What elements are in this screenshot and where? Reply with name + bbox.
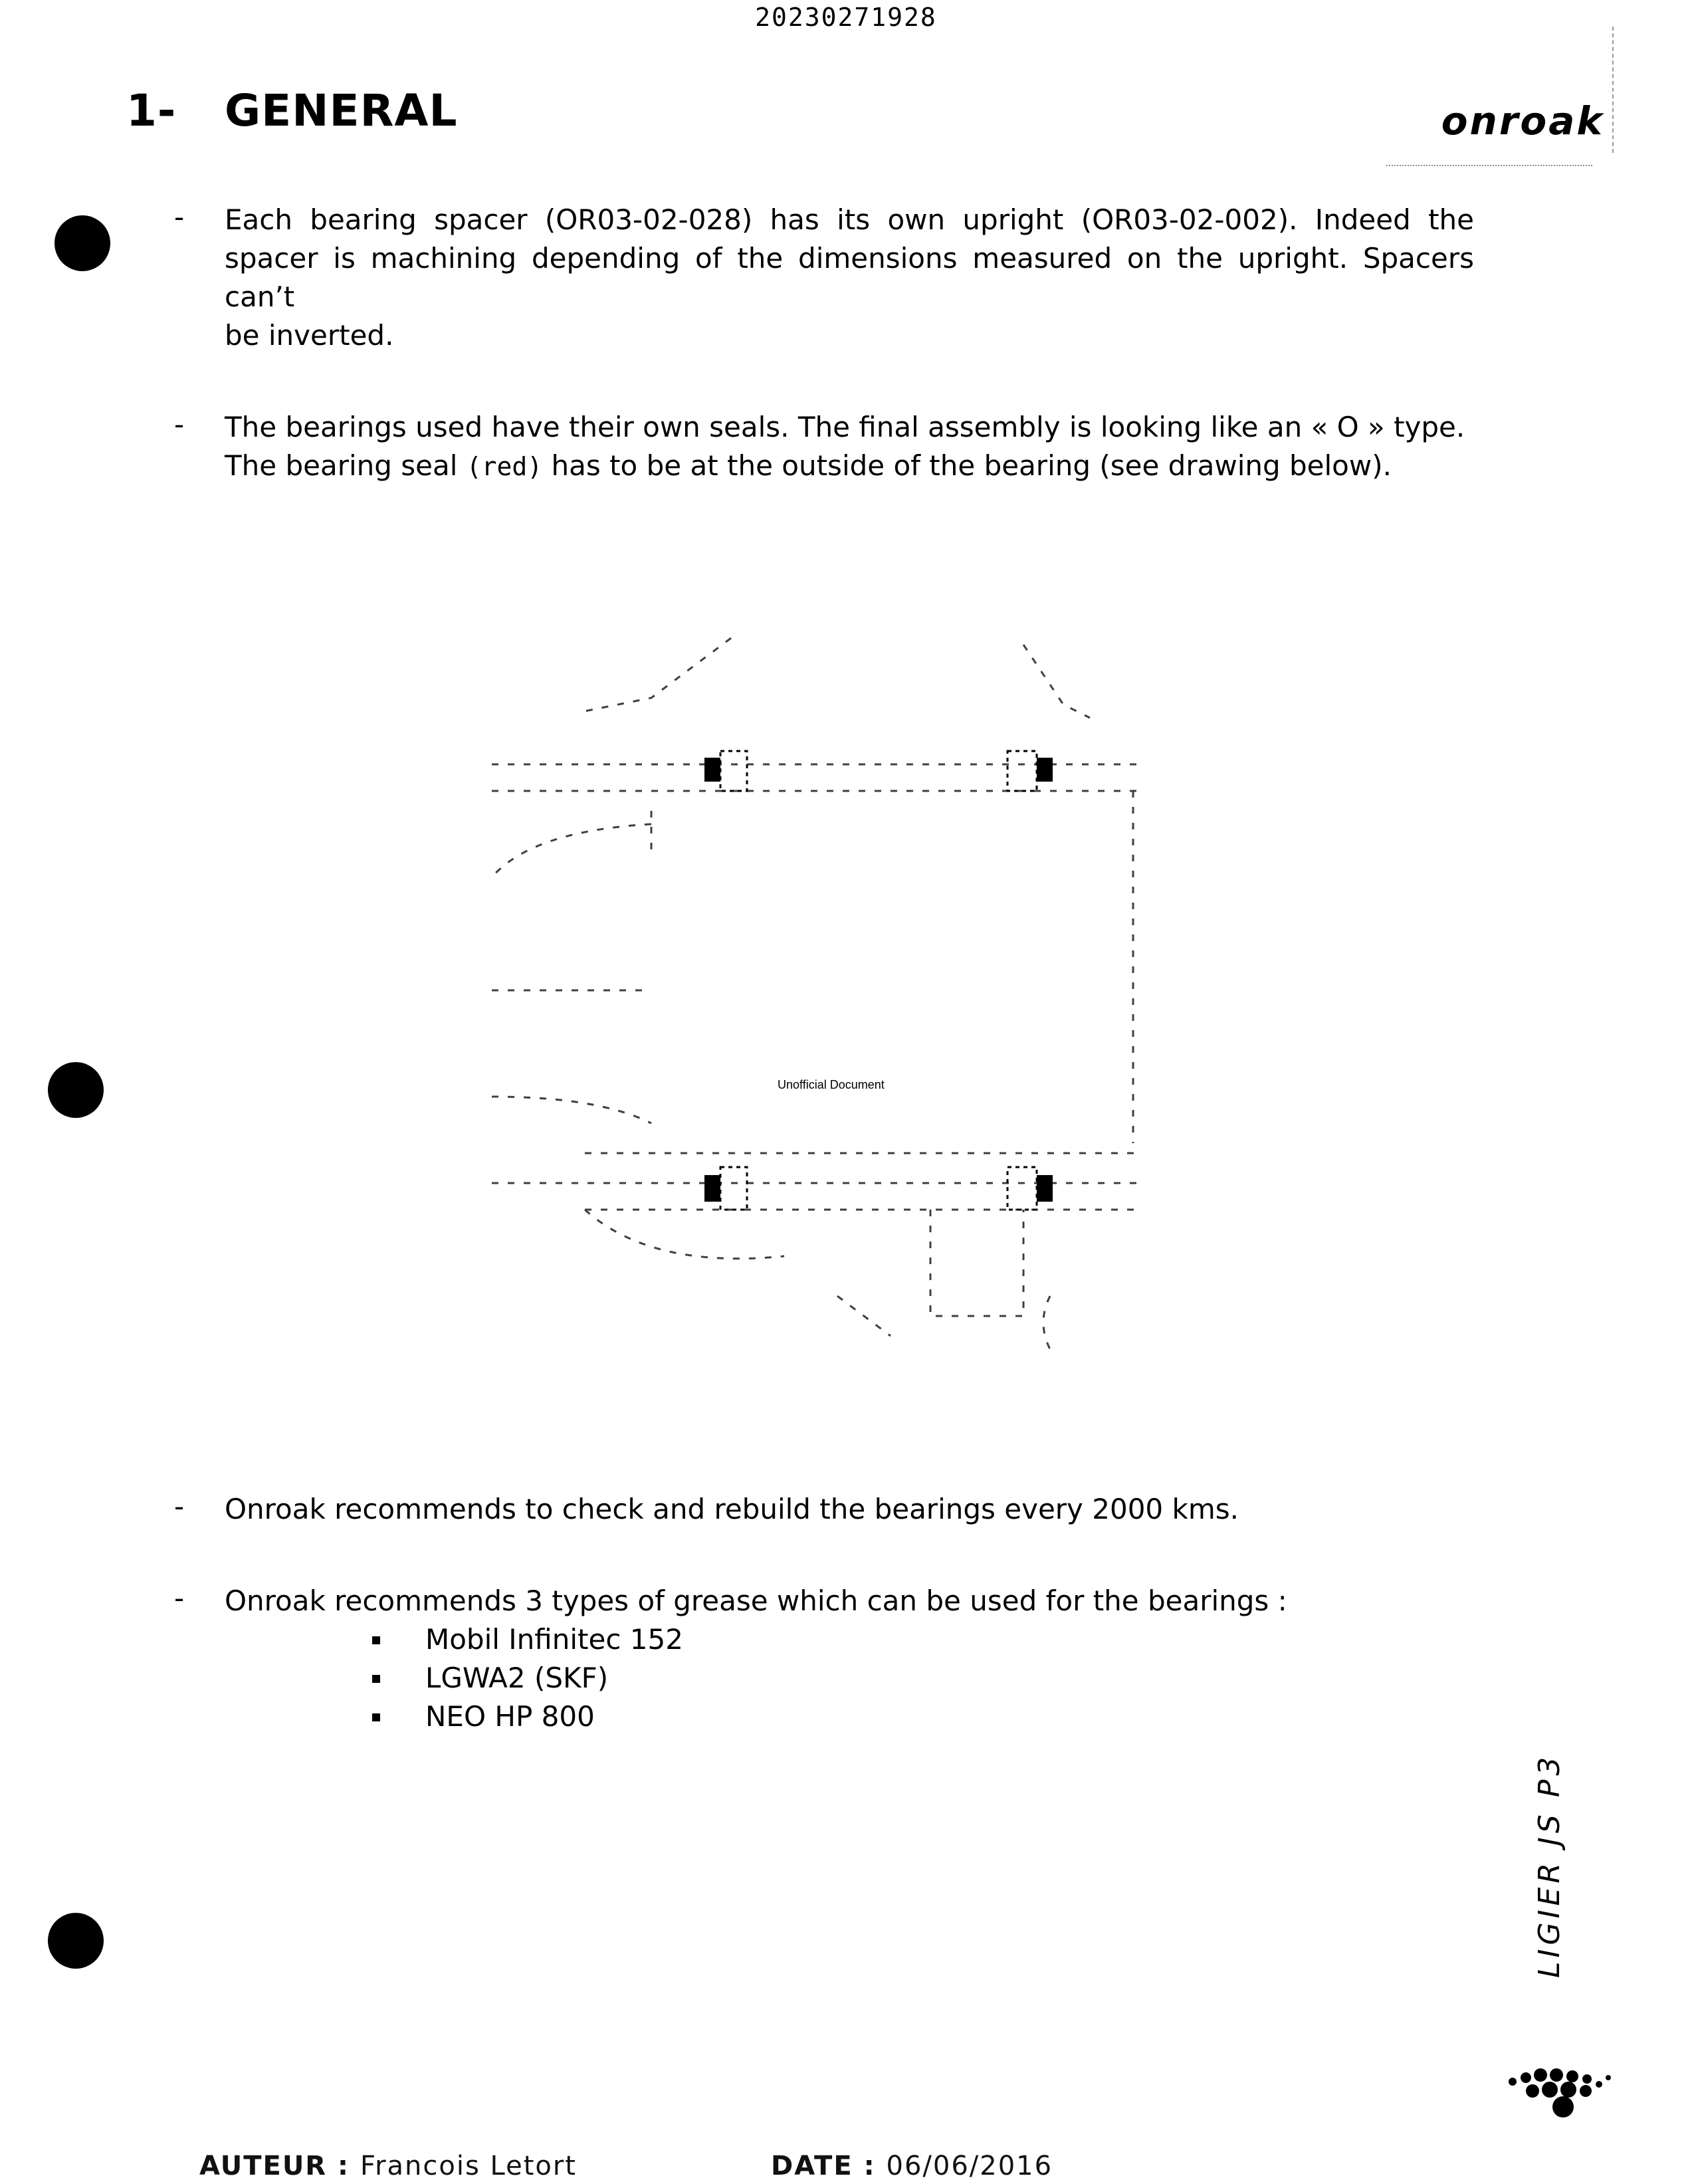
drawing-upper-curve-left: [585, 638, 731, 711]
paragraph-dash: -: [174, 408, 185, 441]
paragraph-dash: -: [174, 1582, 185, 1614]
paragraph-line: The bearings used have their own seals. The final assembly is looking like an « O » type.: [225, 411, 1465, 443]
margin-dash-line: [1612, 27, 1614, 153]
paragraph-grease: Onroak recommends 3 types of grease which can be used for the bearings :: [225, 1584, 1287, 1617]
document-id: 20230271928: [755, 3, 937, 32]
paragraph-line: Each bearing spacer (OR03-02-028) has its own upright (OR03-02-002). Indeed the: [225, 203, 1474, 236]
footer-date: [771, 2151, 1053, 2181]
footer-author-label: AUTEUR :: [199, 2151, 350, 2181]
bearing-seal-top-right: [1037, 758, 1053, 782]
bearing-bottom-left: [720, 1167, 747, 1210]
list-item: Mobil Infinitec 152: [372, 1620, 683, 1659]
text-segment: has to be at the outside of the bearing (see drawing below).: [542, 449, 1392, 482]
grease-list: [372, 1620, 683, 1736]
paragraph-line: spacer is machining depending of the dimensions measured on the upright. Spacers can’t: [225, 242, 1474, 313]
punch-hole-middle: [48, 1062, 104, 1118]
section-number: 1-: [126, 85, 177, 136]
punch-hole-bottom: [48, 1913, 104, 1969]
drawing-base-left: [837, 1296, 891, 1336]
bearing-seal-top-left: [704, 758, 720, 782]
red-label: (red): [466, 452, 543, 481]
section-heading: [126, 85, 458, 136]
bearing-assembly-drawing: [452, 618, 1183, 1416]
text-segment: The bearing seal: [225, 449, 467, 482]
paragraph-spacer: [225, 201, 1474, 355]
logo-underline: [1386, 165, 1592, 166]
bearing-seal-bottom-right: [1037, 1175, 1053, 1202]
drawing-lower-arc: [492, 1097, 651, 1123]
bearing-top-right: [1007, 751, 1037, 791]
paragraph-line: [225, 447, 1481, 486]
punch-hole-top: [54, 215, 110, 271]
footer-date-label: DATE :: [771, 2151, 876, 2181]
side-mark-text: LIGIER JS P3: [1533, 1753, 1566, 1978]
footer-date-value: 06/06/2016: [886, 2151, 1053, 2181]
bearing-top-left: [720, 751, 747, 791]
drawing-bottom-curve-left: [585, 1210, 784, 1259]
drawing-upper-curve-right: [1023, 645, 1090, 718]
list-item: NEO HP 800: [372, 1697, 683, 1736]
paragraph-dash: -: [174, 1490, 185, 1523]
section-title: GENERAL: [225, 85, 458, 136]
drawing-base-right: [1043, 1296, 1050, 1349]
ligier-side-mark: [1529, 1675, 1568, 1981]
drawing-watermark: Unofficial Document: [778, 1078, 885, 1091]
bearing-seal-bottom-left: [704, 1175, 720, 1202]
drawing-foot: [930, 1210, 1023, 1316]
paragraph-dash: -: [174, 201, 185, 233]
paragraph-line: be inverted.: [225, 319, 394, 352]
paragraph-seals: [225, 408, 1481, 486]
corner-dots-logo: [1499, 2055, 1626, 2128]
onroak-logo: onroak: [1441, 98, 1604, 144]
paragraph-rebuild: Onroak recommends to check and rebuild the bearings every 2000 kms.: [225, 1493, 1239, 1525]
list-item: LGWA2 (SKF): [372, 1659, 683, 1697]
footer-author-value: Francois Letort: [360, 2151, 577, 2181]
bearing-bottom-right: [1007, 1167, 1037, 1210]
drawing-left-arc: [492, 824, 651, 877]
footer-author: [199, 2151, 577, 2181]
